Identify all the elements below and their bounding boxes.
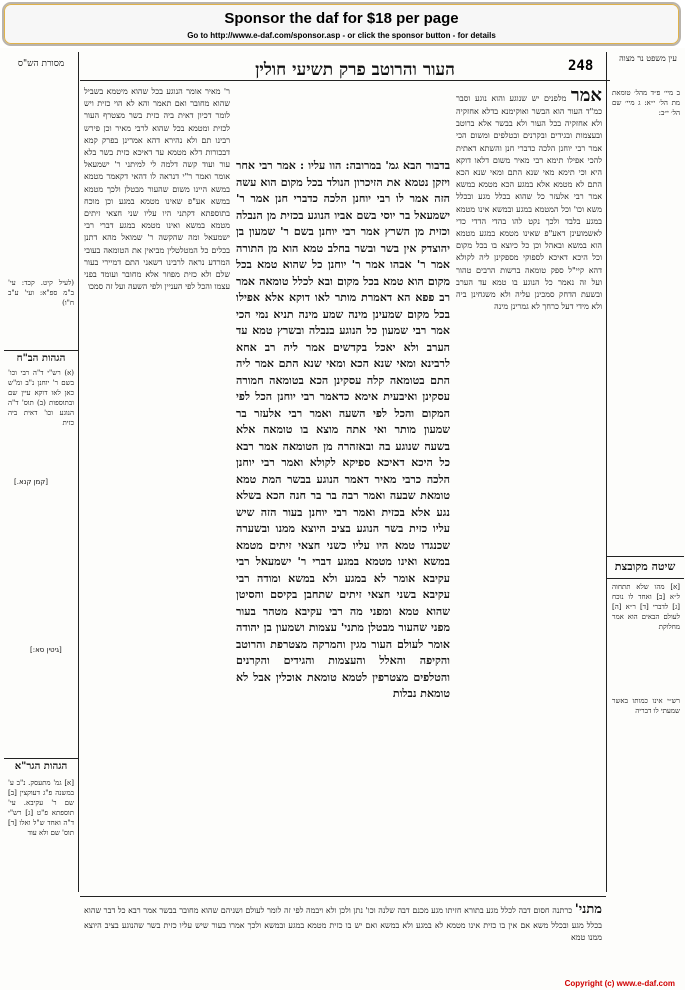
gemara-text: בדבור הבא גמ' במרובה: הוו עליו : אמר רבי אחר ויזקן נטמא את הזיכרון הנולד בכל מקום הוא עשה הזה אמר לו רבי יוחנן הלכה כדברי חנן אמר ר' ישמעאל בר יוסי בשם אביו הנוגע בכזית מן הנבלה וכזית מן השרץ אמר רבי יוחנן בשם ר' שמעון בן יהוצדק אין בשר ובשר בחלב טמא הוא מן התורה אמר ר' אבהו אמר ר' יוחנן כל שהוא טמא בכל מקום הוא טמא בכל מקום ובא לכלל טומאה אמר רב פפא הא דאמרת מותר לאו דוקא אלא אפילו בכל מקום שמעינן מינה שמע מינה תניא נמי הכי אמר רבי שמעון כל הנוגע בנבלה ובשרץ טמא עד הערב ולא יאכל בקדשים אמר ליה רב אחא לרבינא ומאי שנא הכא ומאי שנא התם אמר ליה התם בטומאה קלה עסקינן הכא בטומאה חמורה עסקינן ואיבעית אימא כדאמר רבי יוחנן הכל לפי המקום והכל לפי השעה ואמר רבי אלעזר בר שמעון מותר ואי אתה מוצא בו טומאה אלא בשעה שנוגע בה ובאזהרה מן הטומאה אמר רבא כל היכא דאיכא ספיקא לקולא ואמר רבי יוחנן הלכה כרבי מאיר דאמר הנוגע בבשר המת טמא טומאת שבעה ואמר רבה בר בר חנה הכא בשלא נגע אלא בכזית ואמר רבי יוחנן בעור הזה שיש עליו כזית בשר הנוגע בציב היוצא ממנו ובשערה שכנגדו טמא היו עליו כשני חצאי זיתים מטמא במשא ואינו מטמא במגע דברי ר' ישמעאל רבי עקיבא אומר לא במגע ולא במשא ומודה רבי עקיבא בשני חצאי זיתים שתחבן בקיסם והסיטן שהוא טמא ומפני מה רבי עקיבא מטהר בעור מפני שהעור מבטלן מתני' עצמות ושמעון בן יהודה אומר לעולם העור מגין והמרקה מצטרפת והרוטב והקיפה והאלל והעצמות והגידים והקרנים והטלפים מצטרפין לטמא טומאת אוכלין אבל לא טומאת נבלות <box>236 159 450 700</box>
right-box-top-rule <box>606 556 684 557</box>
mesoret-hashas-header: מסורת הש"ס <box>17 59 65 69</box>
copyright-notice[interactable]: Copyright (c) www.e-daf.com <box>564 979 675 988</box>
shita-mekubetzet-title: שיטה מקובצת <box>614 560 676 573</box>
hagahot-gra-text: [א] גמ' מתעסק. נ"ב ע' במשנה פ"ג דעוקצין [ב] שם ר' עקיבא. עי' תוספתא פ"ט [ג] רש"י ד"ה ואחד ש"ל ואלו [ד] תוס' שם ולא עוד <box>8 779 74 837</box>
ein-mishpat-notes: ב מיי׳ פ״ד מהל׳ טומאת מת הל׳ י״א: ג מיי׳ שם הל׳ י״ב: <box>612 89 680 117</box>
left-margin-divider <box>78 52 79 892</box>
sponsor-subtitle[interactable]: Go to http://www.e-daf.com/sponsor.asp - or click the sponsor button - for details <box>187 31 496 40</box>
sponsor-title[interactable]: Sponsor the daf for $18 per page <box>224 10 459 27</box>
right-box-title-rule <box>606 578 684 579</box>
rashi-text: מלפנים יש שנוגע והוא נוגע וסבר כמ"ד העור הוא הבשר ואוקימנא בדלא אחזקיה ולא אחזקיה בכל העור ולא בבשר אלא ברוטב ובעצמות ובגידים ובקרנים ובטלפים ומשום הכי אמר רבי יוחנן הלכה כדברי חנן והשתא דאתית להכי אפילו תימא רבי מאיר משום דלאו דוקא היא וכי תימא מאי שנא התם ומאי שנא הכא התם לא מטמא אלא במגע הכא מטמא במשא אמר רבי אלעזר כל שהוא בכלל מגע ובכלל משא וכו' וכל המטמא במגע ובמשא אינו מטמא במגע בלבד ולכך נקט להו בהדי הדדי כדי לאשמועינן דאע"פ שאינו מטמא במגע מטמא הוא במשא ובאהל וכן כל כיוצא בו בכל מקום וכל היכא דאיכא לספוקי מספקינן ליה לקולא דהא קיי"ל ספק טומאה ברשות הרבים טהור ועל זה נאמר כל הנוגע בו טמא עד הערב ובשעת הדחק סמכינן עליה ולא משגחינן ביה ולא מידי דעל כרחך לא גמרינן מינה <box>456 94 602 312</box>
footer-text: כרתנה חסום דבה לכלל מגע בתורא חזיתו מגע מכנם דבה שלנה וכו' נתן ולכן ולא ויבמה לפי זה לומר לעולם ושניהם שהוא מחובר בבשר אמר רבא כל דבר שהוא בכלל מגע ובכלל משא אם אין בו כזית אינו מטמא לא במגע ולא במשא ואם יש בו כזית מטמא במגע ובמשא ולכך אמרו בעור שיש עליו כזית בשר שהנוגע בציב היוצא ממנו טמא <box>84 906 602 942</box>
tosafot-commentary: ר' מאיר אומר הנוגע בכל שהוא מיטמא בשביל שהוא מחובר ואם תאמר והא לא הוי כזית ויש לומר דכיון דאית ביה כזית בשר מצטרף העור לכזית ומטמא בכל שהוא לרבי מאיר וכן פירש רבינו תם ולא נהירא דהא אמרינן בפרק קמא דבכורות דלא מטמא עד דאיכא כזית בשר בלא עור ועוד קשה דלמה לי למיתני ר' ישמעאל אומר ואמר ר"י דנראה לו דהאי דקאמר מטמא במשא היינו משום שהעור מבטלן ולכך מטמא במשא אע"פ שאינו מטמא במגע וכן מוכח בתוספתא דקתני היו עליו שני חצאי זיתים מטמא במשא ואינו מטמא במגע דברי רבי ישמעאל ומה שהקשה ר' שמואל מהא דתנן בכלים כל המטלטלין מביאין את הטומאה בעובי המרדע נראה לרבינו דשאני התם דמיירי בעור שלם ולא כזית מפוזר אלא מחובר ועומד בפני עצמו והכל לפי העניין ולפי השעה ועל זה סמכו <box>84 87 230 292</box>
ein-mishpat-header: עין משפט נר מצוה <box>619 54 677 63</box>
rashi-commentary <box>456 86 602 891</box>
mishna-marker: מתני' <box>574 902 602 917</box>
margin-reference-1: [קמן קנא.] <box>14 478 48 486</box>
hagahot-top-rule <box>4 350 78 351</box>
rashi-opening-word: אמר <box>570 86 602 106</box>
right-bottom-note: רש״י אינו כמותו באשר שמעתי לו דבריה <box>612 697 680 715</box>
page-number: 248 <box>568 58 594 74</box>
hagahot-bach-title: הגהות הב"ח <box>16 353 66 364</box>
header-rule <box>80 80 610 81</box>
hagahot-gra-title: הגהות הגר"א <box>14 761 68 772</box>
margin-reference-2: [גיטין סא:] <box>30 646 62 654</box>
footer-rule <box>80 896 606 897</box>
left-side-reference: (לעיל קיט. קכד: עי' ב"מ ספ"א: ועי' ע"ב ח"ו) <box>8 279 74 307</box>
sponsor-banner[interactable] <box>2 2 681 46</box>
shita-mekubetzet-text: [א] מהו שלא תתחוה ל״א [ב] ואחד לו נוכח [ג] לדברי [ד] ר״א [ה] לעולם הבאים הוא אמר מחלוקת <box>612 583 680 631</box>
page-title: העור והרוטב פרק תשיעי חולין <box>255 60 455 80</box>
right-margin-divider <box>606 52 607 892</box>
gra-top-rule <box>4 758 78 759</box>
hagahot-bach-text: (א) רש"י ד"ה רבי וכו' בשם ר' יוחנן נ"ב ומ"ש כאן לאו דוקא עיין שם ובתוספות (ב) תוס' ד"ה הנוגע וכו' דאית ביה כזית <box>8 369 74 427</box>
footer-commentary <box>84 900 602 982</box>
talmud-page <box>0 48 685 990</box>
